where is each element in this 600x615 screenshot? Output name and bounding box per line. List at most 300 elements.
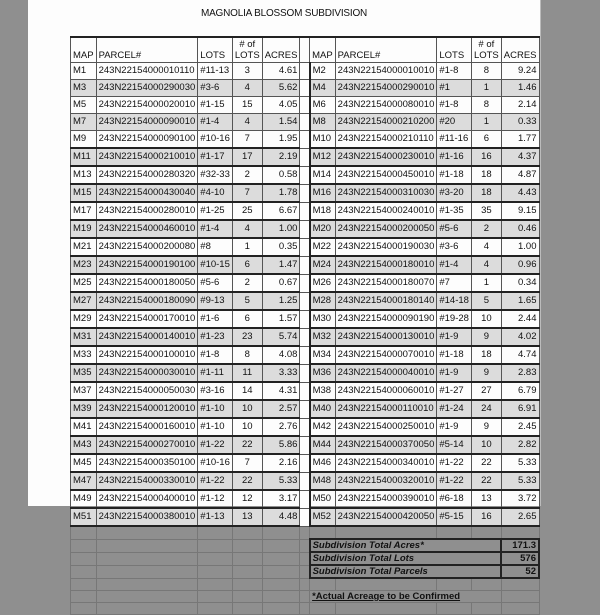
cell-parcel: 243N22154000180090 [96, 292, 198, 310]
spacer-cell [300, 472, 310, 490]
cell-parcel: 243N22154000170010 [96, 310, 198, 328]
empty-cell [335, 526, 437, 539]
spacer-cell [300, 256, 310, 274]
cell-num-lots: 2 [232, 166, 262, 184]
cell-map: M41 [71, 418, 97, 436]
col-header-num-lots-right [471, 37, 501, 63]
cell-map: M15 [71, 184, 97, 202]
cell-map: M17 [71, 202, 97, 220]
cell-acres: 0.34 [501, 274, 539, 292]
cell-num-lots: 22 [471, 454, 501, 472]
cell-parcel: 243N22154000230010 [335, 148, 437, 166]
cell-acres: 2.65 [501, 508, 539, 526]
cell-map: M37 [71, 382, 97, 400]
empty-cell [471, 578, 501, 591]
table-row [71, 97, 540, 114]
cell-map: M8 [310, 114, 336, 131]
cell-num-lots: 2 [471, 220, 501, 238]
cell-lots: #9-13 [198, 292, 233, 310]
table-row [71, 400, 540, 418]
cell-parcel: 243N22154000180070 [335, 274, 437, 292]
cell-acres: 2.16 [262, 454, 300, 472]
cell-num-lots: 1 [471, 114, 501, 131]
cell-map: M28 [310, 292, 336, 310]
cell-acres: 6.79 [501, 382, 539, 400]
cell-num-lots: 7 [232, 131, 262, 149]
cell-parcel: 243N22154000130010 [335, 328, 437, 346]
table-row [71, 220, 540, 238]
cell-parcel: 243N22154000330010 [96, 472, 198, 490]
totals-row [71, 552, 540, 565]
cell-parcel: 243N22154000460010 [96, 220, 198, 238]
cell-lots: #5-15 [437, 508, 472, 526]
cell-acres: 0.67 [262, 274, 300, 292]
empty-cell [232, 526, 262, 539]
cell-num-lots: 8 [471, 97, 501, 114]
cell-acres: 4.31 [262, 382, 300, 400]
cell-acres: 5.33 [501, 454, 539, 472]
cell-lots: #5-14 [437, 436, 472, 454]
cell-parcel: 243N22154000210200 [335, 114, 437, 131]
cell-num-lots: 23 [232, 328, 262, 346]
cell-num-lots: 10 [232, 418, 262, 436]
cell-acres: 2.82 [501, 436, 539, 454]
cell-lots: #32-33 [198, 166, 233, 184]
cell-lots: #1-4 [198, 220, 233, 238]
table-row [71, 166, 540, 184]
cell-num-lots: 4 [471, 256, 501, 274]
cell-num-lots: 2 [232, 274, 262, 292]
table-row [71, 328, 540, 346]
cell-acres: 2.19 [262, 148, 300, 166]
empty-cell [71, 526, 97, 539]
cell-lots: #1-9 [437, 364, 472, 382]
spacer-cell [300, 131, 310, 149]
cell-lots: #1-16 [437, 148, 472, 166]
cell-parcel: 243N22154000010110 [96, 63, 198, 80]
cell-map: M12 [310, 148, 336, 166]
cell-num-lots: 24 [471, 400, 501, 418]
cell-acres: 9.24 [501, 63, 539, 80]
spacer-cell [300, 346, 310, 364]
num-lots-line2-right: LOTS [473, 50, 499, 61]
cell-lots: #11-13 [198, 63, 233, 80]
cell-lots: #1-18 [437, 166, 472, 184]
cell-map: M18 [310, 202, 336, 220]
cell-parcel: 243N22154000310030 [335, 184, 437, 202]
cell-num-lots: 7 [232, 184, 262, 202]
cell-num-lots: 16 [471, 148, 501, 166]
table-row [71, 490, 540, 508]
spacer-cell [300, 418, 310, 436]
cell-acres: 4.48 [262, 508, 300, 526]
cell-lots: #1-12 [198, 490, 233, 508]
cell-acres: 6.67 [262, 202, 300, 220]
empty-cell [96, 578, 198, 591]
cell-lots: #1-22 [437, 472, 472, 490]
cell-acres: 4.02 [501, 328, 539, 346]
cell-acres: 1.25 [262, 292, 300, 310]
cell-parcel: 243N22154000190100 [96, 256, 198, 274]
cell-acres: 5.33 [501, 472, 539, 490]
cell-map: M16 [310, 184, 336, 202]
empty-cell [71, 591, 97, 603]
cell-num-lots: 5 [232, 292, 262, 310]
cell-parcel: 243N22154000200080 [96, 238, 198, 256]
cell-map: M26 [310, 274, 336, 292]
cell-lots: #10-16 [198, 131, 233, 149]
cell-num-lots: 11 [232, 364, 262, 382]
cell-num-lots: 35 [471, 202, 501, 220]
cell-lots: #10-16 [198, 454, 233, 472]
table-row [71, 184, 540, 202]
cell-lots: #1 [437, 80, 472, 97]
cell-map: M14 [310, 166, 336, 184]
cell-map: M49 [71, 490, 97, 508]
cell-parcel: 243N22154000060010 [335, 382, 437, 400]
empty-cell [198, 539, 233, 552]
cell-lots: #3-6 [437, 238, 472, 256]
cell-parcel: 243N22154000240010 [335, 202, 437, 220]
cell-num-lots: 10 [471, 310, 501, 328]
empty-cell [300, 565, 310, 578]
spacer-cell [300, 328, 310, 346]
cell-acres: 5.33 [262, 472, 300, 490]
cell-parcel: 243N22154000120010 [96, 400, 198, 418]
table-row [71, 436, 540, 454]
cell-lots: #1-18 [437, 346, 472, 364]
table-row [71, 508, 540, 526]
cell-map: M11 [71, 148, 97, 166]
cell-map: M52 [310, 508, 336, 526]
cell-acres: 3.17 [262, 490, 300, 508]
cell-acres: 2.76 [262, 418, 300, 436]
table-row [71, 131, 540, 149]
col-header-lots-right: LOTS [437, 37, 472, 63]
total-label: Subdivision Total Acres* [310, 539, 502, 552]
empty-cell [437, 603, 472, 615]
table-row [71, 310, 540, 328]
empty-cell [198, 565, 233, 578]
num-lots-line2: LOTS [234, 50, 260, 61]
cell-lots: #1-24 [437, 400, 472, 418]
cell-num-lots: 18 [471, 184, 501, 202]
cell-parcel: 243N22154000100010 [96, 346, 198, 364]
spacer-cell [300, 400, 310, 418]
col-header-map: MAP [71, 37, 97, 63]
table-row [71, 274, 540, 292]
cell-lots: #1-15 [198, 97, 233, 114]
cell-num-lots: 12 [232, 490, 262, 508]
cell-parcel: 243N22154000280010 [96, 202, 198, 220]
cell-map: M21 [71, 238, 97, 256]
cell-acres: 2.83 [501, 364, 539, 382]
total-value: 52 [501, 565, 539, 578]
cell-lots: #3-16 [198, 382, 233, 400]
spacer-cell [300, 490, 310, 508]
cell-acres: 5.86 [262, 436, 300, 454]
empty-cell [96, 565, 198, 578]
cell-parcel: 243N22154000250010 [335, 418, 437, 436]
table-row [71, 256, 540, 274]
cell-acres: 2.44 [501, 310, 539, 328]
cell-lots: #1-17 [198, 148, 233, 166]
cell-map: M50 [310, 490, 336, 508]
cell-acres: 0.58 [262, 166, 300, 184]
cell-map: M3 [71, 80, 97, 97]
cell-parcel: 243N22154000020010 [96, 97, 198, 114]
empty-cell [96, 526, 198, 539]
cell-acres: 4.08 [262, 346, 300, 364]
table-row [71, 364, 540, 382]
table-row [71, 454, 540, 472]
cell-map: M39 [71, 400, 97, 418]
spacer-cell [300, 508, 310, 526]
viewer-background [540, 0, 600, 506]
cell-lots: #14-18 [437, 292, 472, 310]
spacer-cell [300, 80, 310, 97]
cell-acres: 0.96 [501, 256, 539, 274]
cell-acres: 1.54 [262, 114, 300, 131]
empty-cell [198, 578, 233, 591]
table-row [71, 148, 540, 166]
cell-lots: #1-11 [198, 364, 233, 382]
cell-parcel: 243N22154000210110 [335, 131, 437, 149]
cell-parcel: 243N22154000450010 [335, 166, 437, 184]
spacer-cell [300, 166, 310, 184]
empty-cell [501, 603, 539, 615]
cell-acres: 0.46 [501, 220, 539, 238]
empty-cell [437, 578, 472, 591]
cell-parcel: 243N22154000010010 [335, 63, 437, 80]
cell-map: M22 [310, 238, 336, 256]
cell-map: M20 [310, 220, 336, 238]
cell-parcel: 243N22154000030010 [96, 364, 198, 382]
cell-map: M27 [71, 292, 97, 310]
cell-num-lots: 4 [232, 80, 262, 97]
table-row [71, 346, 540, 364]
empty-cell [335, 603, 437, 615]
cell-lots: #1-22 [198, 472, 233, 490]
empty-cell [198, 591, 233, 603]
cell-acres: 1.77 [501, 131, 539, 149]
cell-map: M45 [71, 454, 97, 472]
col-header-num-lots [232, 37, 262, 63]
cell-parcel: 243N22154000380010 [96, 508, 198, 526]
cell-num-lots: 18 [471, 346, 501, 364]
cell-num-lots: 25 [232, 202, 262, 220]
table-row [71, 418, 540, 436]
cell-map: M40 [310, 400, 336, 418]
empty-cell [198, 552, 233, 565]
cell-map: M23 [71, 256, 97, 274]
cell-map: M2 [310, 63, 336, 80]
cell-lots: #11-16 [437, 131, 472, 149]
spacer-cell [300, 436, 310, 454]
cell-parcel: 243N22154000180050 [96, 274, 198, 292]
cell-num-lots: 17 [232, 148, 262, 166]
cell-map: M4 [310, 80, 336, 97]
cell-acres: 4.05 [262, 97, 300, 114]
cell-map: M47 [71, 472, 97, 490]
cell-parcel: 243N22154000320010 [335, 472, 437, 490]
cell-parcel: 243N22154000090100 [96, 131, 198, 149]
table-row [71, 80, 540, 97]
table-row [71, 63, 540, 80]
cell-lots: #8 [198, 238, 233, 256]
empty-row [71, 526, 540, 539]
cell-acres: 1.00 [262, 220, 300, 238]
cell-num-lots: 8 [232, 346, 262, 364]
empty-cell [262, 578, 300, 591]
cell-num-lots: 9 [471, 418, 501, 436]
cell-acres: 4.74 [501, 346, 539, 364]
cell-parcel: 243N22154000190030 [335, 238, 437, 256]
empty-row [71, 603, 540, 615]
cell-acres: 4.43 [501, 184, 539, 202]
cell-acres: 3.33 [262, 364, 300, 382]
cell-map: M24 [310, 256, 336, 274]
cell-acres: 4.37 [501, 148, 539, 166]
cell-parcel: 243N22154000040010 [335, 364, 437, 382]
cell-num-lots: 6 [232, 256, 262, 274]
cell-num-lots: 27 [471, 382, 501, 400]
acreage-note: *Actual Acreage to be Confirmed [310, 591, 502, 603]
cell-lots: #4-10 [198, 184, 233, 202]
cell-num-lots: 22 [471, 472, 501, 490]
col-header-acres: ACRES [262, 37, 300, 63]
cell-acres: 4.87 [501, 166, 539, 184]
table-row [71, 202, 540, 220]
empty-cell [501, 578, 539, 591]
spacer-cell [300, 63, 310, 80]
cell-num-lots: 9 [471, 364, 501, 382]
empty-cell [262, 552, 300, 565]
cell-num-lots: 1 [471, 80, 501, 97]
spacer-cell [300, 274, 310, 292]
cell-acres: 1.95 [262, 131, 300, 149]
cell-num-lots: 4 [232, 114, 262, 131]
num-lots-line1: # of [239, 39, 256, 50]
cell-acres: 9.15 [501, 202, 539, 220]
cell-map: M13 [71, 166, 97, 184]
cell-parcel: 243N22154000370050 [335, 436, 437, 454]
cell-lots: #1-4 [198, 114, 233, 131]
cell-lots: #7 [437, 274, 472, 292]
cell-num-lots: 1 [471, 274, 501, 292]
spacer-cell [300, 292, 310, 310]
spacer-cell [300, 114, 310, 131]
empty-cell [232, 603, 262, 615]
cell-lots: #1-13 [198, 508, 233, 526]
empty-cell [232, 578, 262, 591]
total-label: Subdivision Total Lots [310, 552, 502, 565]
cell-acres: 6.91 [501, 400, 539, 418]
cell-parcel: 243N22154000350100 [96, 454, 198, 472]
empty-cell [300, 591, 310, 603]
cell-num-lots: 18 [471, 166, 501, 184]
cell-lots: #3-20 [437, 184, 472, 202]
table-row [71, 292, 540, 310]
cell-map: M51 [71, 508, 97, 526]
spacer-cell [300, 382, 310, 400]
cell-lots: #1-10 [198, 418, 233, 436]
cell-acres: 1.46 [501, 80, 539, 97]
spacer-cell [300, 220, 310, 238]
empty-cell [71, 565, 97, 578]
cell-num-lots: 8 [471, 63, 501, 80]
empty-cell [262, 591, 300, 603]
document-page [28, 0, 540, 602]
col-header-parcel-right: PARCEL# [335, 37, 437, 63]
cell-lots: #1-8 [198, 346, 233, 364]
cell-map: M29 [71, 310, 97, 328]
cell-acres: 1.57 [262, 310, 300, 328]
cell-lots: #1-10 [198, 400, 233, 418]
cell-acres: 0.33 [501, 114, 539, 131]
cell-map: M35 [71, 364, 97, 382]
totals-row [71, 565, 540, 578]
cell-acres: 1.00 [501, 238, 539, 256]
cell-map: M43 [71, 436, 97, 454]
cell-parcel: 243N22154000180140 [335, 292, 437, 310]
cell-parcel: 243N22154000070010 [335, 346, 437, 364]
spacer-cell [300, 310, 310, 328]
cell-parcel: 243N22154000290030 [96, 80, 198, 97]
cell-acres: 5.62 [262, 80, 300, 97]
cell-map: M32 [310, 328, 336, 346]
cell-parcel: 243N22154000200050 [335, 220, 437, 238]
col-header-parcel: PARCEL# [96, 37, 198, 63]
empty-cell [501, 526, 539, 539]
empty-cell [310, 578, 336, 591]
spacer-cell [300, 202, 310, 220]
empty-cell [300, 539, 310, 552]
cell-lots: #1-22 [437, 454, 472, 472]
header-row [71, 37, 540, 63]
empty-cell [262, 539, 300, 552]
cell-parcel: 243N22154000210010 [96, 148, 198, 166]
cell-lots: #5-6 [437, 220, 472, 238]
cell-map: M30 [310, 310, 336, 328]
cell-parcel: 243N22154000270010 [96, 436, 198, 454]
empty-cell [262, 603, 300, 615]
spacer-cell [300, 148, 310, 166]
cell-lots: #1-22 [198, 436, 233, 454]
cell-lots: #1-35 [437, 202, 472, 220]
cell-lots: #1-6 [198, 310, 233, 328]
col-header-acres-right: ACRES [501, 37, 539, 63]
col-header-map-right: MAP [310, 37, 336, 63]
empty-cell [96, 591, 198, 603]
cell-lots: #3-6 [198, 80, 233, 97]
spacer-cell [300, 238, 310, 256]
col-header-lots: LOTS [198, 37, 233, 63]
cell-parcel: 243N22154000050030 [96, 382, 198, 400]
cell-acres: 2.14 [501, 97, 539, 114]
document-title: MAGNOLIA BLOSSOM SUBDIVISION [200, 8, 368, 19]
cell-lots: #5-6 [198, 274, 233, 292]
total-value: 171.3 [501, 539, 539, 552]
empty-cell [96, 539, 198, 552]
empty-cell [310, 603, 336, 615]
empty-cell [71, 539, 97, 552]
cell-parcel: 243N22154000390010 [335, 490, 437, 508]
cell-num-lots: 9 [471, 328, 501, 346]
cell-acres: 5.74 [262, 328, 300, 346]
cell-acres: 1.47 [262, 256, 300, 274]
cell-num-lots: 14 [232, 382, 262, 400]
